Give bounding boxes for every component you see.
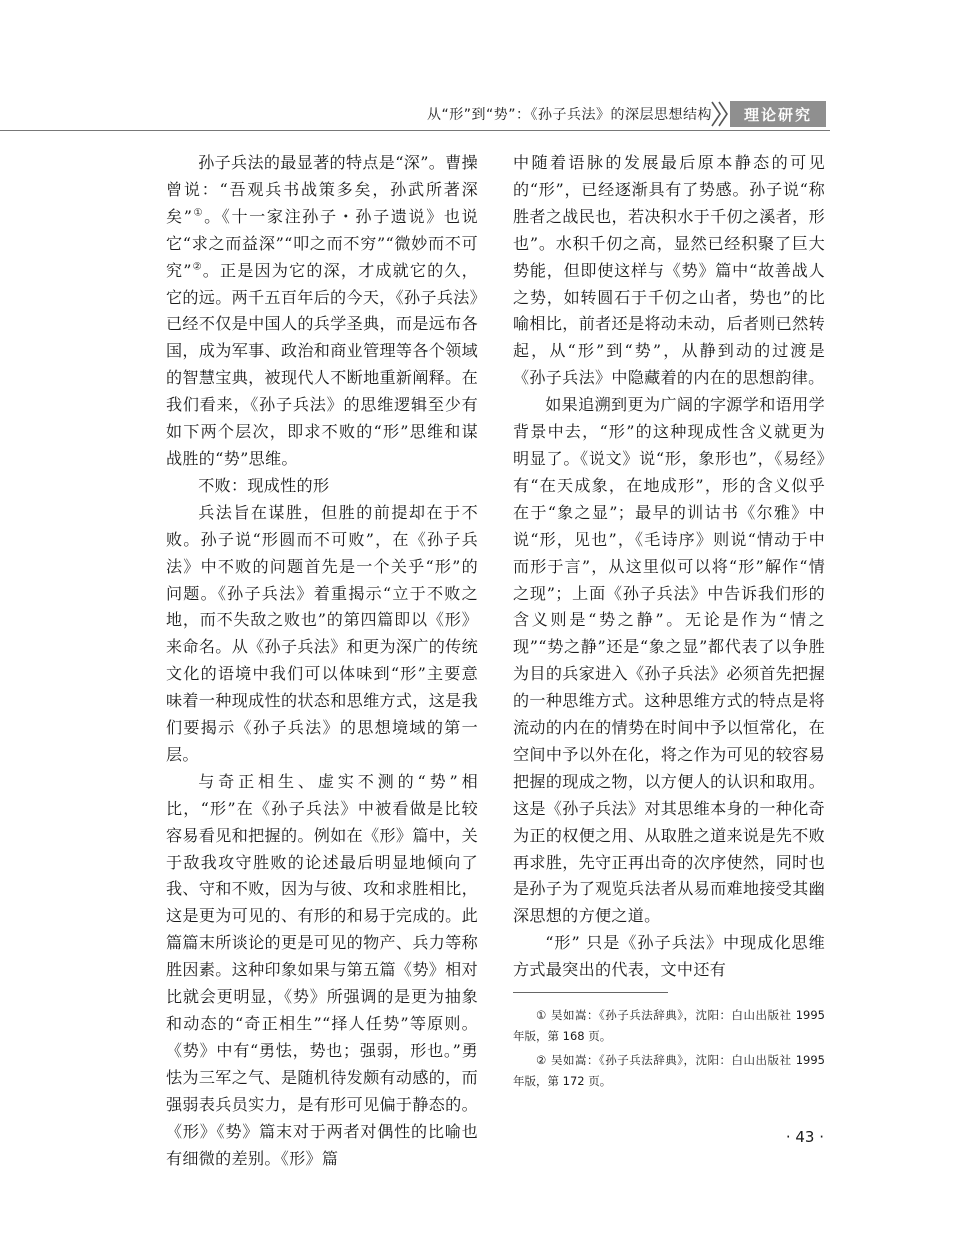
paragraph (166, 150, 478, 473)
text-run: 。正是因为它的深，才成就它的久，它的远。两千五百年后的今天，《孙子兵法》已经不仅是中国人的兵学圣典，而是远布各国，成为军事、政治和商业管理等各个领域的智慧宝典，被现代人不断地重新阐释。在我们看来，《孙子兵法》的思维逻辑至少有如下两个层次，即求不败的“形”思维和谋战胜的“势”思维。 (166, 260, 479, 468)
right-column (513, 150, 825, 984)
paragraph: “形” 只是《孙子兵法》中现成化思维方式最突出的代表，文中还有 (513, 933, 825, 980)
paragraph: 兵法旨在谋胜，但胜的前提却在于不败。孙子说“形圆而不可败”，在《孙子兵法》中不败的问题首先是一个关乎“形”的问题。《孙子兵法》着重揭示“立于不败之地，而不失敌之败也”的第四篇即以《形》来命名。从《孙子兵法》和更为深广的传统文化的语境中我们可以体味到“形”主要意味着一种现成性的状态和思维方式，这是我们要揭示《孙子兵法》的思想境域的第一层。 (166, 502, 478, 764)
paragraph: 与奇正相生、虚实不测的“势”相比，“形”在《孙子兵法》中被看做是比较容易看见和把握的。例如在《形》篇中，关于敌我攻守胜败的论述最后明显地倾向了我、守和不败，因为与彼、攻和求胜相比，这是更为可见的、有形的和易于完成的。此篇篇末所谈论的更是可见的物产、兵力等称胜因素。这种印象如果与第五篇《势》相对比就会更明显，《势》所强调的是更为抽象和动态的“奇正相生”“择人任势”等原则。《势》中有“勇怯，势也；强弱，形也。”勇怯为三军之气、是随机待发颇有动感的，而强弱表兵员实力，是有形可见偏于静态的。《形》《势》篇末对于两者对偶性的比喻也有细微的差别。《形》篇 (166, 771, 478, 1168)
chevron-right-icon (710, 100, 730, 128)
footnotes (513, 1005, 825, 1095)
footnote-ref: ① (192, 207, 205, 219)
text-run: 孙子兵法的最显著的特点是“深”。曹操曾说：“吾观兵书战策多矣，孙武所著深矣” (166, 153, 478, 226)
section-badge: 理论研究 (730, 101, 826, 127)
footnote: ② 吴如嵩：《孙子兵法辞典》，沈阳：白山出版社 1995 年版，第 172 页。 (513, 1053, 825, 1088)
section-subheading: 不败：现成性的形 (198, 475, 330, 495)
footnote-divider (513, 992, 668, 993)
text-run: 。《十一家注孙子・孙子遗说》也说它“求之而益深”“叩之而不穷”“微妙而不可究” (166, 206, 479, 280)
paragraph: 如果追溯到更为广阔的字源学和语用学背景中去，“形”的这种现成性含义就更为明显了。《说文》说“形，象形也”，《易经》有“在天成象，在地成形”，形的含义似乎在于“象之显”；最早的训诂书《尔雅》中说“形，见也”，《毛诗序》则说“情动于中而形于言”，从这里似可以将“形”解作“情之现”；上面《孙子兵法》中告诉我们形的含义则是“势之静”。无论是作为“情之现”“势之静”还是“象之显”都代表了以争胜为目的兵家进入《孙子兵法》必须首先把握的一种思维方式。这种思维方式的特点是将流动的内在的情势在时间中予以恒常化，在空间中予以外在化，将之作为可见的较容易把握的现成之物，以方便人的认识和取用。这是《孙子兵法》对其思维本身的一种化奇为正的权便之用、从取胜之道来说是先不败再求胜，先守正再出奇的次序使然，同时也是孙子为了观览兵法者从易而难地接受其幽深思想的方便之道。 (513, 395, 825, 926)
left-column (166, 150, 478, 1172)
footnote: ① 吴如嵩：《孙子兵法辞典》，沈阳：白山出版社 1995 年版，第 168 页。 (513, 1008, 825, 1043)
page-number: · 43 · (785, 1128, 824, 1146)
header-title: 从“形”到“势”：《孙子兵法》的深层思想结构 (426, 107, 712, 123)
footnote-ref: ② (191, 261, 203, 273)
paragraph: 中随着语脉的发展最后原本静态的可见的“形”，已经逐渐具有了势感。孙子说“称胜者之战民也，若决积水于千仞之溪者，形也”。水积千仞之高，显然已经积聚了巨大势能，但即使这样与《势》篇中“故善战人之势，如转圆石于千仞之山者，势也”的比喻相比，前者还是将动未动，后者则已然转起，从“形”到“势”，从静到动的过渡是《孙子兵法》中隐藏着的内在的思想韵律。 (513, 153, 825, 388)
running-header (160, 100, 830, 128)
header-divider (0, 130, 830, 131)
